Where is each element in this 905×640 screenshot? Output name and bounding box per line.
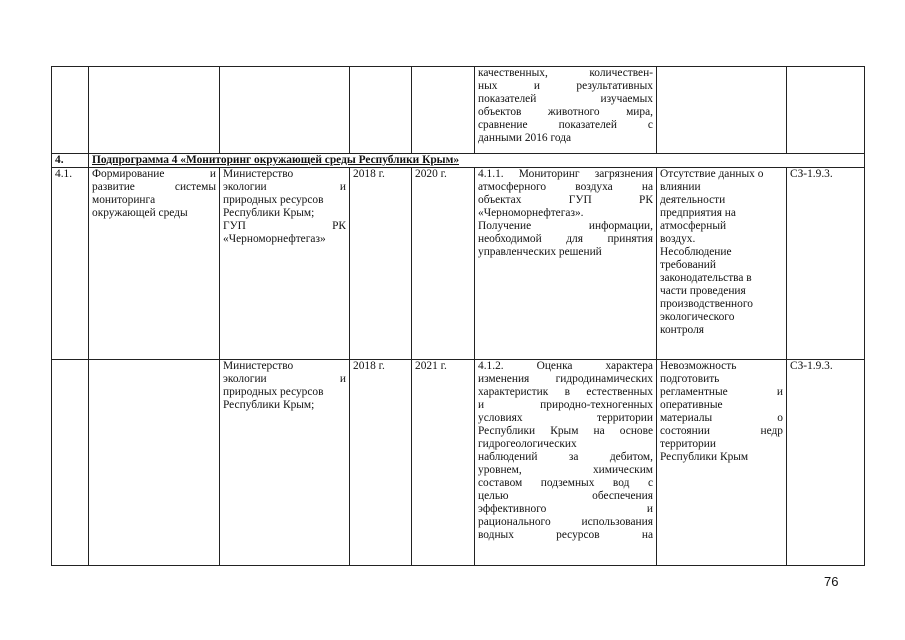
text-line: «Черноморнефтегаз» xyxy=(223,233,326,245)
text-line: экологического xyxy=(660,311,735,323)
text-line: мониторинга xyxy=(92,194,156,206)
text-line: природных ресурсов xyxy=(223,194,324,206)
text-line: воздух. xyxy=(660,233,696,245)
cell-measure xyxy=(475,360,657,566)
text-line: данными 2016 года xyxy=(478,132,572,144)
text-line: характеристик в естественных xyxy=(478,386,653,398)
cell-end: 2021 г. xyxy=(412,360,475,566)
text-line: рационального использования xyxy=(478,516,653,528)
cell-end: 2020 г. xyxy=(412,168,475,360)
text-line: ГУП РК xyxy=(223,220,346,232)
text-line: Министерство xyxy=(223,360,294,372)
text-line: требований xyxy=(660,259,716,271)
text-line: составом подземных вод с xyxy=(478,477,653,489)
text-line: территории xyxy=(660,438,716,450)
cell-measure xyxy=(475,67,657,154)
text-line: условиях территории xyxy=(478,412,653,424)
cell-executor xyxy=(220,360,350,566)
text-line: объектах ГУП РК xyxy=(478,194,653,206)
cell-number: 4.1. xyxy=(52,168,89,360)
text-line: Республики Крым; xyxy=(223,207,315,219)
text-line: Невозможность xyxy=(660,360,737,372)
text-line: регламентные и xyxy=(660,386,783,398)
cell-executor xyxy=(220,67,350,154)
text-line: Получение информации, xyxy=(478,220,653,232)
cell-code: СЗ-1.9.3. xyxy=(787,168,865,360)
text-line: предприятия на xyxy=(660,207,736,219)
text-line: состоянии недр xyxy=(660,425,783,437)
cell-number xyxy=(52,360,89,566)
text-line: материалы о xyxy=(660,412,783,424)
subprogram-title: Подпрограмма 4 «Мониторинг окружающей среды Республики Крым» xyxy=(89,154,865,168)
text-line: водных ресурсов на xyxy=(478,529,653,541)
text-line: Формирование и xyxy=(92,168,216,180)
page-number: 76 xyxy=(824,574,839,589)
text-line: целью обеспечения xyxy=(478,490,653,502)
cell-start: 2018 г. xyxy=(350,168,412,360)
text-line: Отсутствие данных о xyxy=(660,168,764,180)
text-line: контроля xyxy=(660,324,705,336)
text-line: «Черноморнефтегаз». xyxy=(478,207,584,219)
text-line: деятельности xyxy=(660,194,726,206)
cell-consequence xyxy=(657,67,787,154)
text-line: Министерство xyxy=(223,168,294,180)
text-line: Республики Крым; xyxy=(223,399,315,411)
text-line: части проведения xyxy=(660,285,746,297)
text-line: гидрогеологических xyxy=(478,438,577,450)
text-line: атмосферного воздуха на xyxy=(478,181,653,193)
text-line: Республики Крым xyxy=(660,451,749,463)
text-line: окружающей среды xyxy=(92,207,188,219)
cell-measure xyxy=(475,168,657,360)
cell-event-name xyxy=(89,67,220,154)
subprogram-number: 4. xyxy=(52,154,89,168)
text-line: уровнем, химическим xyxy=(478,464,653,476)
text-line: наблюдений за дебитом, xyxy=(478,451,653,463)
subprogram-row xyxy=(52,154,865,168)
text-line: и природно-техногенных xyxy=(478,399,653,411)
text-line: производственного xyxy=(660,298,753,310)
cell-end xyxy=(412,67,475,154)
cell-start xyxy=(350,67,412,154)
cell-code xyxy=(787,67,865,154)
text-line: объектов животного мира, xyxy=(478,106,653,118)
document-table xyxy=(51,66,865,566)
cell-number xyxy=(52,67,89,154)
text-line: изменения гидродинамических xyxy=(478,373,653,385)
text-line: влиянии xyxy=(660,181,701,193)
text-line: законодательства в xyxy=(660,272,752,284)
text-line: эффективного и xyxy=(478,503,653,515)
cell-consequence xyxy=(657,360,787,566)
text-line: управленческих решений xyxy=(478,246,602,258)
table-row xyxy=(52,67,865,154)
text-line: 4.1.1. Мониторинг загрязнения xyxy=(478,168,653,180)
cell-event-name xyxy=(89,360,220,566)
table-row xyxy=(52,168,865,360)
text-line: подготовить xyxy=(660,373,720,385)
text-line: атмосферный xyxy=(660,220,727,232)
table-row xyxy=(52,360,865,566)
text-line: 4.1.2. Оценка характера xyxy=(478,360,653,372)
text-line: необходимой для принятия xyxy=(478,233,653,245)
text-line: оперативные xyxy=(660,399,723,411)
text-line: природных ресурсов xyxy=(223,386,324,398)
text-line: Несоблюдение xyxy=(660,246,732,258)
text-line: показателей изучаемых xyxy=(478,93,653,105)
text-line: качественных, количествен- xyxy=(478,67,653,79)
text-line: развитие системы xyxy=(92,181,216,193)
text-line: Республики Крым на основе xyxy=(478,425,653,437)
cell-consequence xyxy=(657,168,787,360)
cell-start: 2018 г. xyxy=(350,360,412,566)
text-line: экологии и xyxy=(223,373,346,385)
text-line: экологии и xyxy=(223,181,346,193)
cell-executor xyxy=(220,168,350,360)
cell-code: СЗ-1.9.3. xyxy=(787,360,865,566)
text-line: ных и результативных xyxy=(478,80,653,92)
text-line: сравнение показателей с xyxy=(478,119,653,131)
cell-event-name xyxy=(89,168,220,360)
